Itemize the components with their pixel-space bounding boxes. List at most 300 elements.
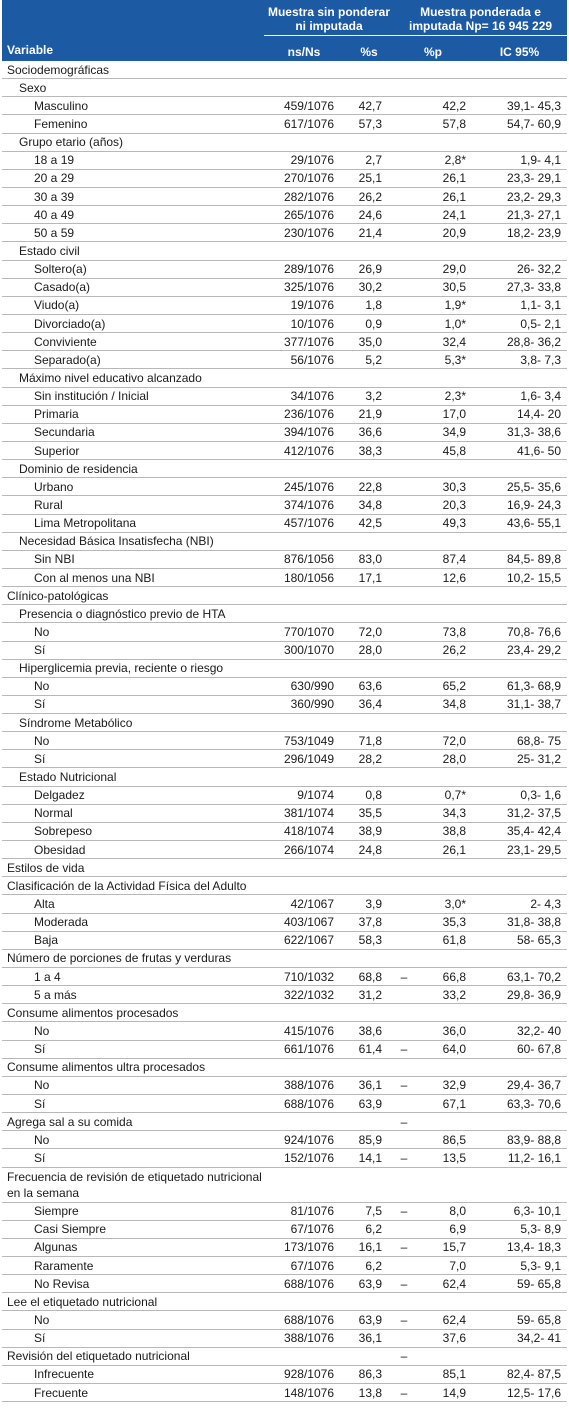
cell-ps: 63,9 [358, 1312, 383, 1327]
cell-dash [394, 1058, 414, 1076]
cell-ic: 13,4- 18,3 [507, 1240, 562, 1255]
cell-ic [472, 369, 567, 387]
cell-pp [414, 61, 472, 79]
table-section-row [2, 242, 567, 260]
cell-dash [394, 587, 414, 605]
row-label: No [34, 1312, 50, 1327]
table-row [2, 514, 567, 532]
cell-dash [394, 514, 414, 532]
cell-ic [472, 605, 567, 623]
cell-ic: 31,2- 37,5 [507, 806, 562, 821]
cell-ns [264, 587, 344, 605]
cell-ps: 72,0 [358, 624, 383, 639]
row-label: Máximo nivel educativo alcanzado [19, 370, 202, 385]
cell-ic: 0,5- 2,1 [520, 316, 562, 331]
cell-ic: 26- 32,2 [517, 262, 562, 277]
cell-ns: 374/1076 [283, 497, 334, 512]
cell-pp: 61,8 [442, 933, 467, 948]
row-label: Femenino [34, 116, 88, 131]
cell-pp [414, 460, 472, 478]
table-row [2, 441, 567, 459]
cell-ns [264, 714, 344, 732]
cell-ps: 86,3 [358, 1367, 383, 1382]
cell-pp: 26,2 [442, 643, 467, 658]
row-label: Casado(a) [34, 280, 91, 295]
cell-ic: 59- 65,8 [517, 1312, 562, 1327]
cell-ns: 459/1076 [283, 98, 334, 113]
row-label: Casi Siempre [34, 1222, 107, 1237]
cell-ps: 6,2 [365, 1222, 383, 1237]
cell-dash [394, 550, 414, 568]
row-label: Estado Nutricional [19, 770, 117, 785]
header-col-ps: %s [344, 42, 394, 61]
cell-ic: 1,1- 3,1 [520, 298, 562, 313]
cell-pp [414, 949, 472, 967]
table-row [2, 351, 567, 369]
cell-pp: 5,3* [444, 352, 467, 367]
cell-ns: 322/1032 [283, 987, 334, 1002]
cell-ns: 236/1076 [283, 407, 334, 422]
cell-ic: 14,4- 20 [517, 407, 562, 422]
cell-ic [472, 1347, 567, 1365]
cell-ns: 403/1067 [283, 915, 334, 930]
cell-ns [264, 1058, 344, 1076]
cell-ps [344, 1347, 394, 1365]
cell-ps [344, 877, 394, 895]
table-row [2, 1311, 567, 1329]
cell-dash [394, 278, 414, 296]
row-label: No [34, 624, 50, 639]
cell-dash [394, 242, 414, 260]
row-label: Presencia o diagnóstico previo de HTA [19, 606, 226, 621]
cell-ps [344, 133, 394, 151]
cell-ns: 394/1076 [283, 425, 334, 440]
cell-pp [414, 1347, 472, 1365]
cell-ns: 415/1076 [283, 1024, 334, 1039]
cell-ic [472, 1293, 567, 1311]
cell-ps: 21,9 [358, 407, 383, 422]
cell-dash [394, 1329, 414, 1347]
row-label: Conviviente [34, 334, 97, 349]
cell-ps: 58,3 [358, 933, 383, 948]
cell-dash [394, 423, 414, 441]
row-label: Alta [34, 897, 55, 912]
row-label: Rural [34, 497, 63, 512]
cell-dash: – [400, 1042, 408, 1057]
cell-pp: 7,0 [449, 1258, 467, 1273]
cell-ns: 29/1076 [290, 153, 334, 168]
cell-ic: 82,4- 87,5 [507, 1367, 562, 1382]
cell-ps [344, 659, 394, 677]
cell-ns: 34/1076 [290, 389, 334, 404]
cell-ns: 381/1074 [283, 806, 334, 821]
cell-pp: 85,1 [442, 1367, 467, 1382]
cell-pp: 14,9 [442, 1385, 467, 1400]
table-row [2, 314, 567, 332]
data-table [2, 0, 567, 1402]
cell-pp: 67,1 [442, 1096, 467, 1111]
header-col-pp: %p [394, 42, 472, 61]
row-label: No [34, 1024, 50, 1039]
cell-pp: 28,0 [442, 751, 467, 766]
cell-ps: 85,9 [358, 1132, 383, 1147]
cell-pp [414, 659, 472, 677]
row-label: Moderada [34, 915, 89, 930]
cell-ps: 36,4 [358, 697, 383, 712]
table-row [2, 260, 567, 278]
cell-ic: 10,2- 15,5 [507, 570, 562, 585]
header-group-unweighted [264, 0, 394, 42]
table-row [2, 1220, 567, 1238]
cell-ns [264, 1113, 344, 1131]
table-row [2, 97, 567, 115]
header-group-weighted-title: Muestra ponderada e imputada Np= 16 945 229 [394, 5, 567, 36]
cell-pp [414, 1004, 472, 1022]
cell-ns: 924/1076 [283, 1132, 334, 1147]
cell-dash [394, 169, 414, 187]
cell-ns: 928/1076 [283, 1367, 334, 1382]
cell-ps [344, 460, 394, 478]
row-label: Sí [34, 1331, 46, 1346]
row-label: Grupo etario (años) [19, 135, 124, 150]
table-section-row [2, 532, 567, 550]
cell-ps: 35,0 [358, 334, 383, 349]
cell-ps: 2,7 [365, 153, 383, 168]
row-label: Número de porciones de frutas y verduras [7, 951, 232, 966]
table-row [2, 1202, 567, 1220]
cell-pp: 26,1 [442, 189, 467, 204]
cell-ic: 31,3- 38,6 [507, 425, 562, 440]
table-section-row [2, 1058, 567, 1076]
cell-ic: 84,5- 89,8 [507, 552, 562, 567]
cell-dash: – [400, 1204, 408, 1219]
table-section-row [2, 460, 567, 478]
table-row [2, 841, 567, 859]
cell-ps: 3,2 [365, 389, 383, 404]
row-label: No Revisa [34, 1276, 90, 1291]
table-row [2, 1275, 567, 1293]
cell-ns: 630/990 [290, 679, 334, 694]
cell-dash [394, 133, 414, 151]
table-section-row [2, 949, 567, 967]
row-label: Lima Metropolitana [34, 516, 137, 531]
cell-ps [344, 1293, 394, 1311]
cell-ns: 289/1076 [283, 262, 334, 277]
cell-ns: 10/1076 [290, 316, 334, 331]
table-row [2, 623, 567, 641]
cell-ic: 83,9- 88,8 [507, 1132, 562, 1147]
row-label: Primaria [34, 407, 79, 422]
cell-ic: 21,3- 27,1 [507, 207, 562, 222]
table-section-row [2, 1293, 567, 1311]
table-row [2, 496, 567, 514]
cell-ic [472, 532, 567, 550]
row-label: No [34, 733, 50, 748]
cell-ns: 81/1076 [290, 1204, 334, 1219]
cell-pp: 3,0* [444, 897, 467, 912]
table-row [2, 1329, 567, 1347]
cell-pp: 45,8 [442, 443, 467, 458]
row-label: Secundaria [34, 425, 95, 440]
cell-dash [394, 314, 414, 332]
cell-ic [472, 1058, 567, 1076]
cell-dash: – [400, 1078, 408, 1093]
table-row [2, 1257, 567, 1275]
cell-pp [414, 133, 472, 151]
cell-ps: 68,8 [358, 969, 383, 984]
row-label: Lee el etiquetado nutricional [7, 1294, 158, 1309]
cell-dash [394, 351, 414, 369]
header-col-ns: ns/Ns [264, 42, 344, 61]
cell-dash [394, 677, 414, 695]
cell-pp [414, 79, 472, 97]
cell-dash [394, 1004, 414, 1022]
cell-ic: 23,2- 29,3 [507, 189, 562, 204]
cell-ic: 0,3- 1,6 [520, 788, 562, 803]
table-row [2, 1076, 567, 1094]
cell-ic: 16,9- 24,3 [507, 497, 562, 512]
cell-ps: 38,3 [358, 443, 383, 458]
cell-pp: 86,5 [442, 1132, 467, 1147]
row-label: Con al menos una NBI [34, 570, 155, 585]
cell-ps: 42,7 [358, 98, 383, 113]
row-label: Sí [34, 697, 46, 712]
cell-ic: 2- 4,3 [530, 897, 562, 912]
cell-dash [394, 804, 414, 822]
row-label: Normal [34, 806, 73, 821]
cell-dash [394, 623, 414, 641]
cell-ns [264, 242, 344, 260]
cell-dash: – [400, 969, 408, 984]
table-section-row [2, 605, 567, 623]
cell-ic: 34,2- 41 [517, 1331, 562, 1346]
cell-ns: 296/1049 [283, 751, 334, 766]
cell-ns [264, 949, 344, 967]
cell-ps [344, 369, 394, 387]
cell-ps: 22,8 [358, 479, 383, 494]
cell-ps [344, 714, 394, 732]
cell-ic: 32,2- 40 [517, 1024, 562, 1039]
table-row [2, 550, 567, 568]
cell-ns: 67/1076 [290, 1258, 334, 1273]
row-label: Sí [34, 751, 46, 766]
table-row [2, 822, 567, 840]
table-row [2, 1022, 567, 1040]
cell-ps: 21,4 [358, 225, 383, 240]
cell-dash [394, 1095, 414, 1113]
cell-ns: 688/1076 [283, 1276, 334, 1291]
cell-ic: 25,5- 35,6 [507, 479, 562, 494]
cell-pp: 20,9 [442, 225, 467, 240]
cell-dash [394, 97, 414, 115]
table-row [2, 1095, 567, 1113]
row-label: Sexo [19, 80, 47, 95]
cell-dash [394, 695, 414, 713]
row-label: Frecuencia de revisión de etiquetado nutricional en la semana [7, 1169, 262, 1200]
cell-pp: 34,9 [442, 425, 467, 440]
cell-ps [344, 1004, 394, 1022]
cell-dash [394, 895, 414, 913]
cell-pp: 15,7 [442, 1240, 467, 1255]
cell-ns: 412/1076 [283, 443, 334, 458]
cell-ps: 35,5 [358, 806, 383, 821]
cell-ps [344, 1113, 394, 1131]
row-label: Sin institución / Inicial [34, 389, 149, 404]
cell-pp [414, 1167, 472, 1202]
cell-pp: 24,1 [442, 207, 467, 222]
cell-ic: 35,4- 42,4 [507, 824, 562, 839]
cell-ns: 42/1067 [290, 897, 334, 912]
table-row [2, 913, 567, 931]
table-row [2, 224, 567, 242]
cell-ic: 29,4- 36,7 [507, 1078, 562, 1093]
table-row [2, 1365, 567, 1383]
row-label: Clasificación de la Actividad Física del Adulto [7, 878, 247, 893]
cell-ps: 24,8 [358, 842, 383, 857]
cell-pp: 2,3* [444, 389, 467, 404]
cell-ns: 388/1076 [283, 1331, 334, 1346]
cell-pp: 64,0 [442, 1042, 467, 1057]
cell-ns [264, 877, 344, 895]
cell-dash [394, 949, 414, 967]
cell-pp: 87,4 [442, 552, 467, 567]
cell-ic: 27,3- 33,8 [507, 280, 562, 295]
header-group-weighted [394, 0, 567, 42]
cell-pp [414, 877, 472, 895]
cell-ic: 68,8- 75 [517, 733, 562, 748]
row-label: 1 a 4 [34, 969, 61, 984]
table-row [2, 387, 567, 405]
table-row [2, 151, 567, 169]
row-label: Separado(a) [34, 352, 101, 367]
cell-ns: 710/1032 [283, 969, 334, 984]
cell-ps: 71,8 [358, 733, 383, 748]
cell-ps [344, 242, 394, 260]
cell-dash [394, 641, 414, 659]
cell-ps: 30,2 [358, 280, 383, 295]
cell-pp: 30,3 [442, 479, 467, 494]
cell-pp [414, 768, 472, 786]
cell-ic [472, 242, 567, 260]
cell-pp: 62,4 [442, 1276, 467, 1291]
cell-ic [472, 859, 567, 877]
row-label: 20 a 29 [34, 171, 75, 186]
cell-ns: 876/1056 [283, 552, 334, 567]
cell-pp: 49,3 [442, 516, 467, 531]
cell-dash [394, 768, 414, 786]
row-label: Frecuente [34, 1385, 89, 1400]
cell-dash [394, 61, 414, 79]
cell-ps: 83,0 [358, 552, 383, 567]
table-row [2, 278, 567, 296]
cell-ns: 180/1056 [283, 570, 334, 585]
cell-ns [264, 460, 344, 478]
cell-dash [394, 750, 414, 768]
cell-dash [394, 732, 414, 750]
cell-ps [344, 1167, 394, 1202]
cell-ps: 37,8 [358, 915, 383, 930]
table-row [2, 804, 567, 822]
cell-ns [264, 532, 344, 550]
cell-ns: 67/1076 [290, 1222, 334, 1237]
cell-ps: 38,6 [358, 1024, 383, 1039]
cell-ps [344, 532, 394, 550]
cell-dash [394, 187, 414, 205]
row-label: Agrega sal a su comida [7, 1114, 133, 1129]
cell-dash: – [400, 1349, 408, 1364]
cell-pp [414, 1058, 472, 1076]
table-section-row [2, 79, 567, 97]
cell-dash [394, 224, 414, 242]
row-label: Infrecuente [34, 1367, 95, 1382]
cell-dash: – [400, 1114, 408, 1129]
cell-ps: 24,6 [358, 207, 383, 222]
cell-ps: 38,9 [358, 824, 383, 839]
cell-ic: 5,3- 8,9 [520, 1222, 562, 1237]
cell-ic [472, 949, 567, 967]
row-label: Hiperglicemia previa, reciente o riesgo [19, 661, 224, 676]
cell-ns: 265/1076 [283, 207, 334, 222]
row-label: Sin NBI [34, 552, 75, 567]
cell-ic: 70,8- 76,6 [507, 624, 562, 639]
cell-dash [394, 206, 414, 224]
cell-ns: 148/1076 [283, 1385, 334, 1400]
cell-dash [394, 496, 414, 514]
cell-ns: 56/1076 [290, 352, 334, 367]
cell-ns: 688/1076 [283, 1096, 334, 1111]
cell-ic: 63,1- 70,2 [507, 969, 562, 984]
row-label: Dominio de residencia [19, 461, 138, 476]
row-label: No [34, 1078, 50, 1093]
row-label: No [34, 1132, 50, 1147]
cell-ns: 388/1076 [283, 1078, 334, 1093]
cell-ic: 31,1- 38,7 [507, 697, 562, 712]
cell-pp: 32,9 [442, 1078, 467, 1093]
cell-ps: 36,1 [358, 1331, 383, 1346]
cell-ic: 59- 65,8 [517, 1276, 562, 1291]
row-label: Síndrome Metabólico [19, 715, 133, 730]
cell-dash [394, 841, 414, 859]
cell-pp: 35,3 [442, 915, 467, 930]
table-row [2, 478, 567, 496]
cell-ns: 282/1076 [283, 189, 334, 204]
cell-pp: 34,8 [442, 697, 467, 712]
cell-ps: 25,1 [358, 171, 383, 186]
cell-dash: – [400, 1151, 408, 1165]
cell-pp: 6,9 [449, 1222, 467, 1237]
cell-ps [344, 79, 394, 97]
row-label: Consume alimentos ultra procesados [7, 1060, 206, 1075]
cell-ic: 6,3- 10,1 [513, 1204, 562, 1219]
cell-ns: 418/1074 [283, 824, 334, 839]
cell-ps [344, 605, 394, 623]
row-label: Estado civil [19, 243, 80, 258]
cell-dash [394, 115, 414, 133]
table-row [2, 115, 567, 133]
cell-pp: 8,0 [449, 1204, 467, 1219]
table-row [2, 1238, 567, 1256]
cell-pp: 72,0 [442, 733, 467, 748]
cell-ic: 60- 67,8 [517, 1042, 562, 1057]
row-label: Masculino [34, 98, 89, 113]
cell-ic [472, 460, 567, 478]
table-row [2, 750, 567, 768]
table-section-row [2, 587, 567, 605]
cell-ic: 39,1- 45,3 [507, 98, 562, 113]
row-label: Clínico-patológicas [7, 588, 109, 603]
cell-pp: 26,1 [442, 842, 467, 857]
cell-dash [394, 931, 414, 949]
